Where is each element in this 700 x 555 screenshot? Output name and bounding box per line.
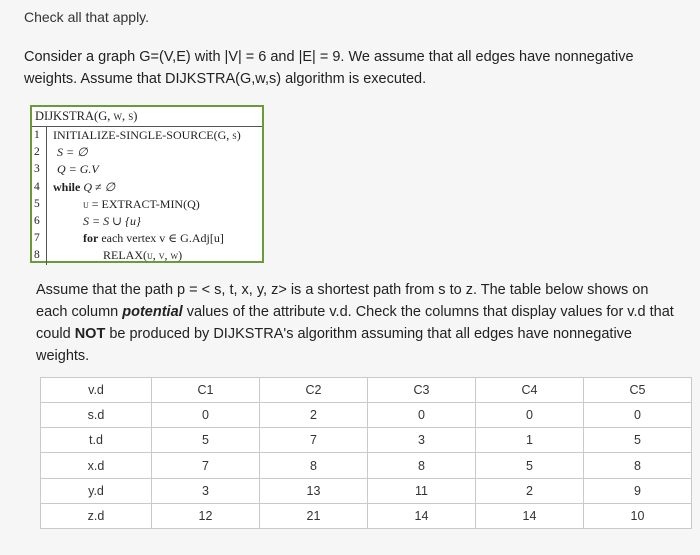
line-code: RELAX(u, v, w): [103, 248, 183, 263]
values-table: [40, 377, 692, 529]
pseudocode-line: [32, 213, 262, 230]
table-cell: 8: [260, 453, 368, 478]
row-label: s.d: [41, 403, 152, 428]
table-cell: 7: [260, 428, 368, 453]
path-text-1: Assume that the path p = < s, t, x, y, z> is a shortest path from s to z. The table below shows on each column: [36, 282, 649, 320]
emphasis-not: NOT: [74, 326, 106, 342]
line-expression: Q ≠ ∅: [80, 179, 116, 194]
table-cell: 9: [584, 478, 692, 503]
line-number: 8: [32, 247, 47, 264]
table-cell: 8: [584, 453, 692, 478]
header-cell: C2: [260, 378, 368, 403]
table-cell: 13: [260, 478, 368, 503]
table-cell: 2: [260, 403, 368, 428]
line-code: [47, 230, 224, 247]
table-cell: 12: [152, 503, 260, 528]
table-cell: 0: [584, 403, 692, 428]
table-cell: 2: [476, 478, 584, 503]
header-cell: C3: [368, 378, 476, 403]
line-code: INITIALIZE-SINGLE-SOURCE(G, s): [53, 128, 241, 142]
pseudocode-line: [32, 161, 262, 178]
path-text-2: values of the attribute v.d. Check the columns that display values for v.d that could: [36, 304, 674, 342]
table-cell: 10: [584, 503, 692, 528]
table-cell: 7: [152, 453, 260, 478]
line-code: S = ∅: [57, 145, 88, 160]
keyword-while: while: [53, 179, 81, 194]
table-cell: 5: [584, 428, 692, 453]
row-label: y.d: [41, 478, 152, 503]
row-label: t.d: [41, 428, 152, 453]
line-code: [47, 179, 115, 196]
row-label: z.d: [41, 503, 152, 528]
table-cell: 1: [476, 428, 584, 453]
table-header-row: [41, 378, 692, 403]
table-cell: 21: [260, 503, 368, 528]
pseudocode-title: DIJKSTRA(G, w, s): [32, 107, 262, 127]
table-row: [41, 478, 692, 503]
line-number: 2: [32, 144, 47, 161]
line-number: 5: [32, 196, 47, 213]
table-row: [41, 453, 692, 478]
table-cell: 0: [476, 403, 584, 428]
table-cell: 3: [152, 478, 260, 503]
table-cell: 14: [476, 503, 584, 528]
table-cell: 3: [368, 428, 476, 453]
line-expression: each vertex v ∈ G.Adj[u]: [98, 231, 224, 246]
keyword-for: for: [83, 231, 99, 246]
table-cell: 5: [152, 428, 260, 453]
header-cell: C1: [152, 378, 260, 403]
line-number: 6: [32, 213, 47, 230]
pseudocode-line: [32, 196, 262, 213]
row-label: x.d: [41, 453, 152, 478]
line-code: S = S ∪ {u}: [83, 213, 141, 228]
pseudocode-line: [32, 247, 262, 264]
table-cell: 8: [368, 453, 476, 478]
header-cell: C5: [584, 378, 692, 403]
dijkstra-pseudocode: [30, 105, 264, 263]
intro-line-2: weights. Assume that DIJKSTRA(G,w,s) algorithm is executed.: [24, 71, 427, 87]
table-cell: 5: [476, 453, 584, 478]
line-number: 1: [32, 127, 47, 144]
header-cell: C4: [476, 378, 584, 403]
line-code: Q = G.V: [57, 162, 99, 177]
line-code: u = EXTRACT-MIN(Q): [83, 196, 200, 211]
table-cell: 11: [368, 478, 476, 503]
table-cell: 0: [368, 403, 476, 428]
table-row: [41, 428, 692, 453]
table-row: [41, 503, 692, 528]
path-text-3: be produced by DIJKSTRA's algorithm assuming that all edges have nonnegative weights.: [36, 326, 632, 364]
pseudocode-line: [32, 179, 262, 196]
header-cell: v.d: [41, 378, 152, 403]
pseudocode-line: [32, 144, 262, 161]
line-number: 4: [32, 179, 47, 196]
pseudocode-line: [32, 230, 262, 247]
instruction-text: Check all that apply.: [24, 9, 150, 25]
question-intro: [24, 46, 674, 90]
path-description: [36, 279, 676, 367]
pseudocode-line: [32, 127, 262, 144]
line-number: 7: [32, 230, 47, 247]
emphasis-potential: potential: [122, 304, 183, 320]
table-cell: 14: [368, 503, 476, 528]
table-cell: 0: [152, 403, 260, 428]
table-row: [41, 403, 692, 428]
intro-line-1: Consider a graph G=(V,E) with |V| = 6 and |E| = 9. We assume that all edges have nonnegative: [24, 49, 634, 65]
line-number: 3: [32, 161, 47, 178]
